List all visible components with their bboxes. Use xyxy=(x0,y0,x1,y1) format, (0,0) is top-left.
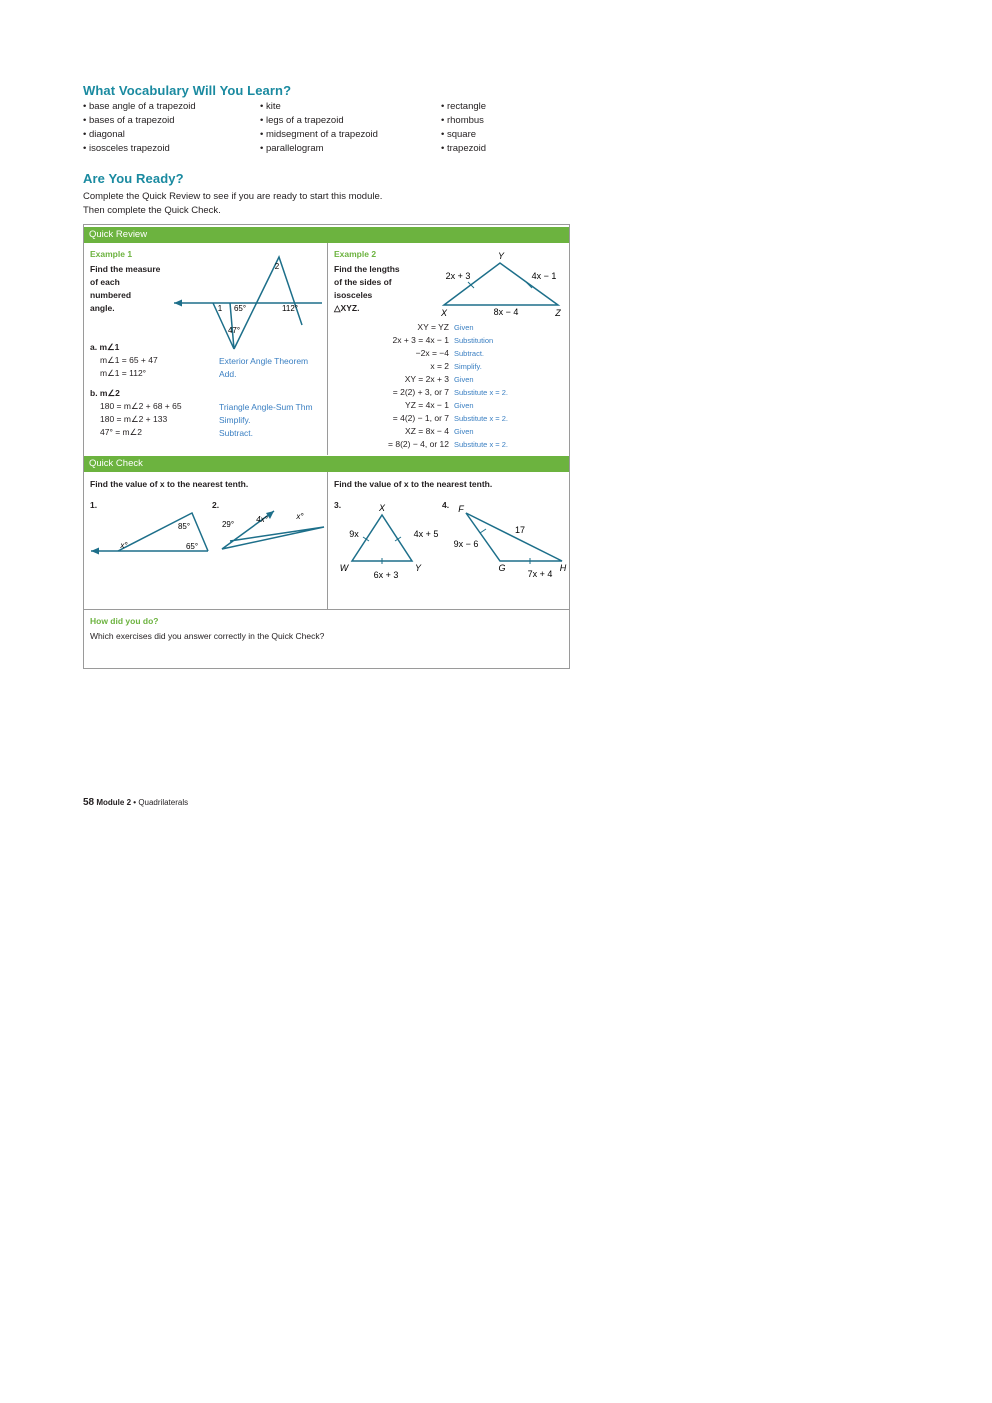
step-reason: Given xyxy=(454,401,474,410)
angle-x-label: x° xyxy=(120,541,128,550)
vocab-item: • base angle of a trapezoid xyxy=(83,101,196,112)
vocab-item: • trapezoid xyxy=(441,143,487,154)
step-expression: m∠1 = 112° xyxy=(100,368,147,378)
example-2-expressions xyxy=(334,321,449,451)
zigzag-lines xyxy=(222,511,324,549)
step-reason: Given xyxy=(454,427,474,436)
step-expression: −2x = −4 xyxy=(415,348,449,358)
vocab-item: • kite xyxy=(260,101,281,112)
review-check-panel xyxy=(83,224,570,669)
vertex-y-label: Y xyxy=(497,251,505,261)
step-expression: XY = YZ xyxy=(417,322,449,332)
angle-1-label: 1 xyxy=(217,304,223,313)
side-wy-label: 6x + 3 xyxy=(373,570,399,580)
problem-4-number: 4. xyxy=(442,500,450,510)
divider xyxy=(84,609,569,610)
problem-1-number: 1. xyxy=(90,500,98,510)
prompt-line: angle. xyxy=(90,303,115,313)
step-reason: Simplify. xyxy=(219,415,251,425)
vertex-x-label: X xyxy=(440,308,448,318)
vocab-item: • midsegment of a trapezoid xyxy=(260,129,378,140)
vocab-item: • bases of a trapezoid xyxy=(83,115,175,126)
quick-check-left-prompt: Find the value of x to the nearest tenth. xyxy=(90,479,249,489)
step-reason: Exterior Angle Theorem xyxy=(219,356,309,366)
step-reason: Triangle Angle-Sum Thm xyxy=(219,402,313,412)
example-1-label: Example 1 xyxy=(90,249,133,259)
quick-review-header: Quick Review xyxy=(84,227,569,243)
vocab-item: • parallelogram xyxy=(260,143,324,154)
problem-2-number: 2. xyxy=(212,500,220,510)
vocab-column-3 xyxy=(441,100,486,156)
prompt-line: Find the measure xyxy=(90,264,161,274)
example-1-figure xyxy=(170,249,326,359)
step-reason: Subtract. xyxy=(454,349,485,358)
tick-mark xyxy=(480,529,486,533)
step-expression: 180 = m∠2 + 133 xyxy=(100,414,168,424)
step-reason: Substitute x = 2. xyxy=(454,440,508,449)
step-reason: Add. xyxy=(219,369,237,379)
step-expression: XY = 2x + 3 xyxy=(404,374,449,384)
angle-29-label: 29° xyxy=(221,520,235,529)
angle-47-label: 47° xyxy=(227,326,241,335)
footer-separator: • xyxy=(133,798,137,807)
problem-4-figure xyxy=(444,499,568,583)
prompt-line: of each xyxy=(90,277,120,287)
angle-4x-label: 4x° xyxy=(256,515,268,524)
quick-check-right-prompt: Find the value of x to the nearest tenth. xyxy=(334,479,493,489)
angle-65-label: 65° xyxy=(233,304,247,313)
vertex-h-label: H xyxy=(559,563,567,573)
vocab-item: • isosceles trapezoid xyxy=(83,143,170,154)
prompt-line: △XYZ. xyxy=(334,303,360,313)
step-reason: Simplify. xyxy=(454,362,482,371)
vertex-f-label: F xyxy=(458,504,464,514)
triangle-xyz xyxy=(444,263,558,305)
divider xyxy=(327,243,328,455)
triangle-wxy xyxy=(352,515,412,561)
step-expression: x = 2 xyxy=(430,361,449,371)
triangle-fgh xyxy=(466,513,562,561)
step-expression: = 4(2) − 1, or 7 xyxy=(392,413,449,423)
vocab-title: What Vocabulary Will You Learn? xyxy=(83,83,292,98)
example-2-figure xyxy=(434,247,569,319)
page-number: 58 xyxy=(83,797,95,808)
prompt-line: isosceles xyxy=(334,290,373,300)
step-expression: = 8(2) − 4, or 12 xyxy=(388,439,449,449)
problem-3-number: 3. xyxy=(334,500,342,510)
angle-85-label: 85° xyxy=(177,522,191,531)
vocab-item: • square xyxy=(441,129,477,140)
part-b-label: b. m∠2 xyxy=(90,388,120,398)
side-xy-label: 2x + 3 xyxy=(445,271,471,281)
angle-65-label: 65° xyxy=(185,542,199,551)
ready-title: Are You Ready? xyxy=(83,171,184,186)
part-a-label: a. m∠1 xyxy=(90,342,120,352)
problem-2-figure xyxy=(212,507,326,557)
step-reason: Substitution xyxy=(454,336,494,345)
how-question: Which exercises did you answer correctly in the Quick Check? xyxy=(90,631,325,641)
step-reason: Given xyxy=(454,375,474,384)
example-2-prompt xyxy=(334,263,400,315)
module-label: Module 2 xyxy=(96,798,132,807)
side-fg-label: 9x − 6 xyxy=(453,539,479,549)
step-expression: 2x + 3 = 4x − 1 xyxy=(392,335,449,345)
side-fh-label: 17 xyxy=(514,525,526,535)
problem-1-figure xyxy=(88,509,212,557)
side-gh-label: 7x + 4 xyxy=(527,569,553,579)
problem-3-figure xyxy=(336,499,444,583)
ready-intro-line-1: Complete the Quick Review to see if you are ready to start this module. xyxy=(83,191,383,202)
angle-112-label: 112° xyxy=(282,304,298,313)
side-xz-label: 8x − 4 xyxy=(493,307,519,317)
step-reason: Subtract. xyxy=(219,428,254,438)
vocab-item: • legs of a trapezoid xyxy=(260,115,344,126)
vertex-w-label: W xyxy=(339,563,349,573)
step-expression: YZ = 4x − 1 xyxy=(405,400,449,410)
arrow-head xyxy=(91,548,99,555)
step-reason: Substitute x = 2. xyxy=(454,388,508,397)
prompt-line: Find the lengths xyxy=(334,264,400,274)
step-reason: Given xyxy=(454,323,474,332)
arrow-head xyxy=(174,300,182,307)
vertex-g-label: G xyxy=(498,563,506,573)
example-2-reasons xyxy=(454,321,508,451)
quick-check-header: Quick Check xyxy=(84,456,569,472)
vocab-item: • rectangle xyxy=(441,101,487,112)
ready-intro-line-2: Then complete the Quick Check. xyxy=(83,205,221,216)
side-xy-label: 4x + 5 xyxy=(413,529,439,539)
step-expression: 47° = m∠2 xyxy=(100,427,142,437)
vocab-column-2 xyxy=(260,100,378,156)
step-expression: XZ = 8x − 4 xyxy=(405,426,449,436)
vocab-item: • rhombus xyxy=(441,115,484,126)
step-reason: Substitute x = 2. xyxy=(454,414,508,423)
example-2-label: Example 2 xyxy=(334,249,377,259)
vertex-z-label: Z xyxy=(555,308,561,318)
example-1-prompt xyxy=(90,263,160,315)
topic-label: Quadrilaterals xyxy=(138,798,189,807)
step-expression: = 2(2) + 3, or 7 xyxy=(392,387,449,397)
vocab-item: • diagonal xyxy=(83,129,125,140)
angle-x-label: x° xyxy=(296,512,304,521)
how-title: How did you do? xyxy=(90,616,159,626)
vocab-column-1 xyxy=(83,100,196,156)
side-wx-label: 9x xyxy=(349,529,359,539)
step-expression: m∠1 = 65 + 47 xyxy=(100,355,158,365)
prompt-line: numbered xyxy=(90,290,132,300)
step-expression: 180 = m∠2 + 68 + 65 xyxy=(100,401,182,411)
prompt-line: of the sides of xyxy=(334,277,392,287)
page-footer xyxy=(83,797,188,808)
divider xyxy=(327,472,328,609)
vertex-y-label: Y xyxy=(414,563,422,573)
angle-2-label: 2 xyxy=(274,262,280,271)
side-yz-label: 4x − 1 xyxy=(531,271,557,281)
vertex-x-label: X xyxy=(378,503,386,513)
